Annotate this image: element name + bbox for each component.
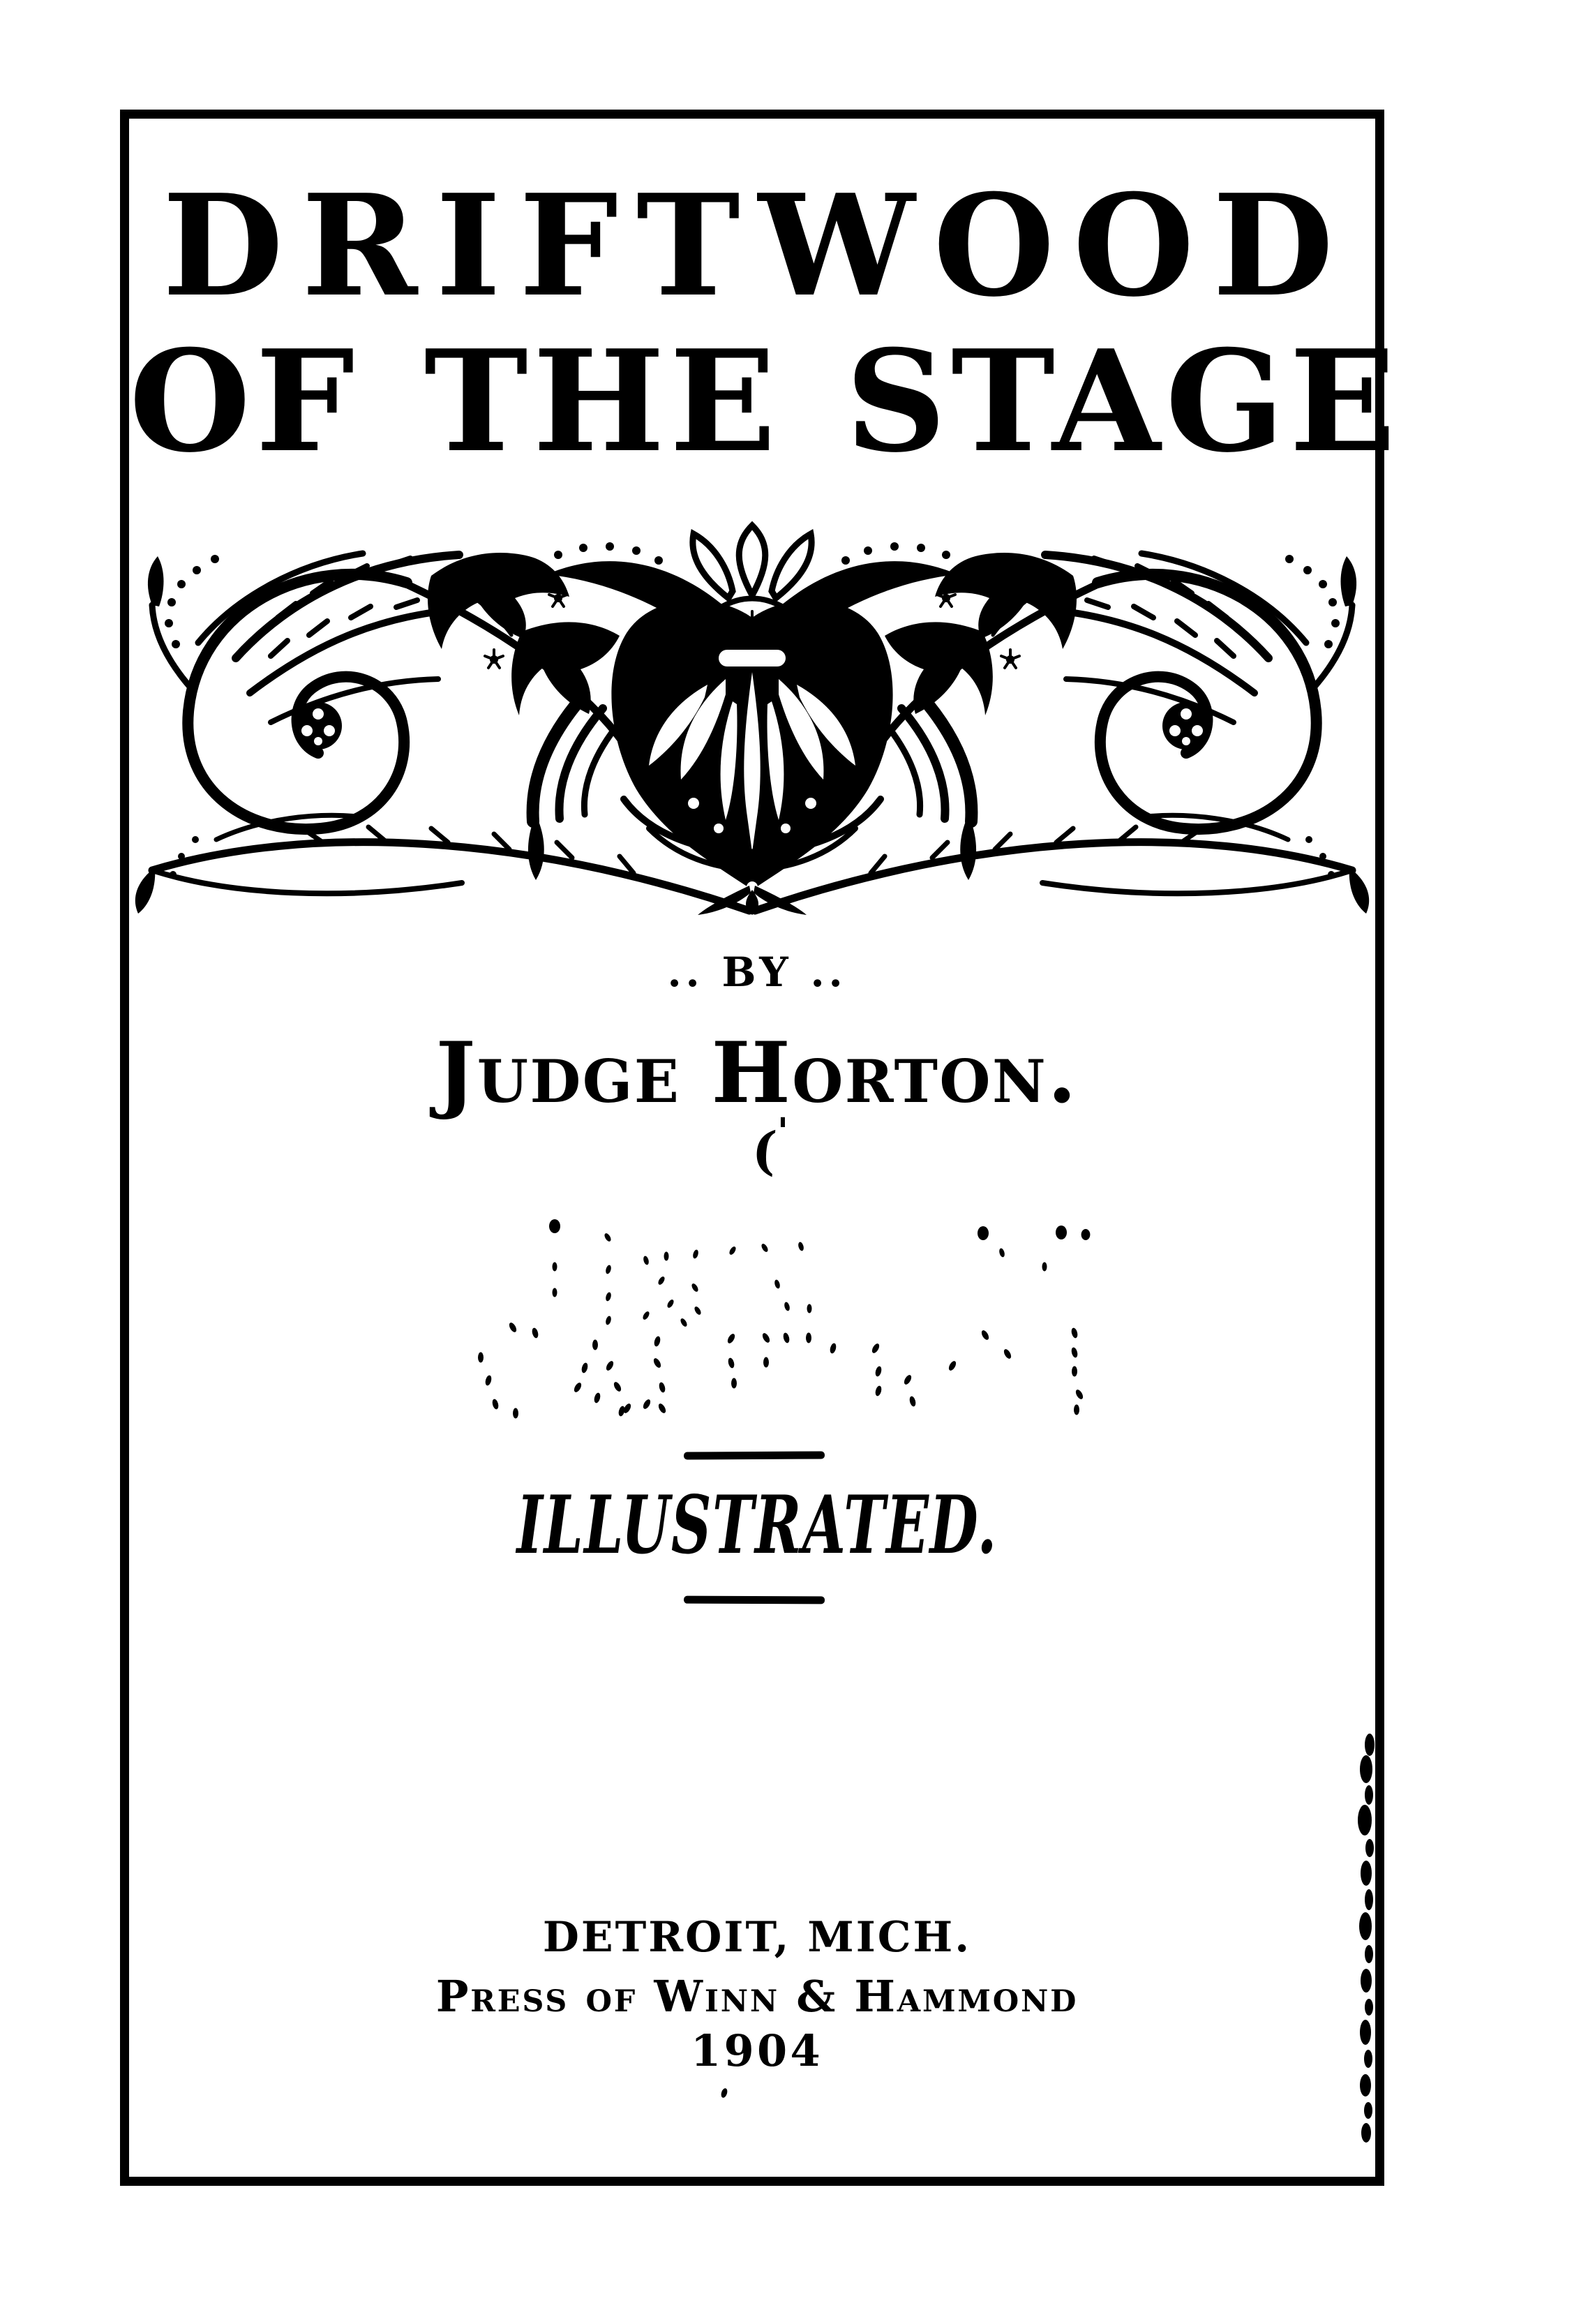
imprint-press: Press of Winn & Hammond <box>435 1971 1079 2022</box>
ink-artifact-glyph: ( <box>750 1119 779 1182</box>
book-title-line1: DRIFTWOOD <box>162 164 1352 328</box>
ink-artifact-tick: ' <box>777 1110 788 1153</box>
illustrated-label <box>129 1478 1385 1572</box>
byline: .. BY .. <box>667 948 847 996</box>
book-title-line2: OF THE STAGE <box>129 320 1401 484</box>
imprint-year: 1904 <box>691 2025 823 2076</box>
imprint-city: DETROIT, MICH. <box>542 1913 972 1962</box>
illustrated-text: ILLUSTRATED. <box>516 1478 998 1572</box>
divider-rule-bottom <box>684 1596 825 1604</box>
author-name: Judge Horton. <box>435 1024 1079 1122</box>
divider-rule-top <box>684 1451 825 1459</box>
foliate-headpiece-ornament <box>131 513 1373 921</box>
